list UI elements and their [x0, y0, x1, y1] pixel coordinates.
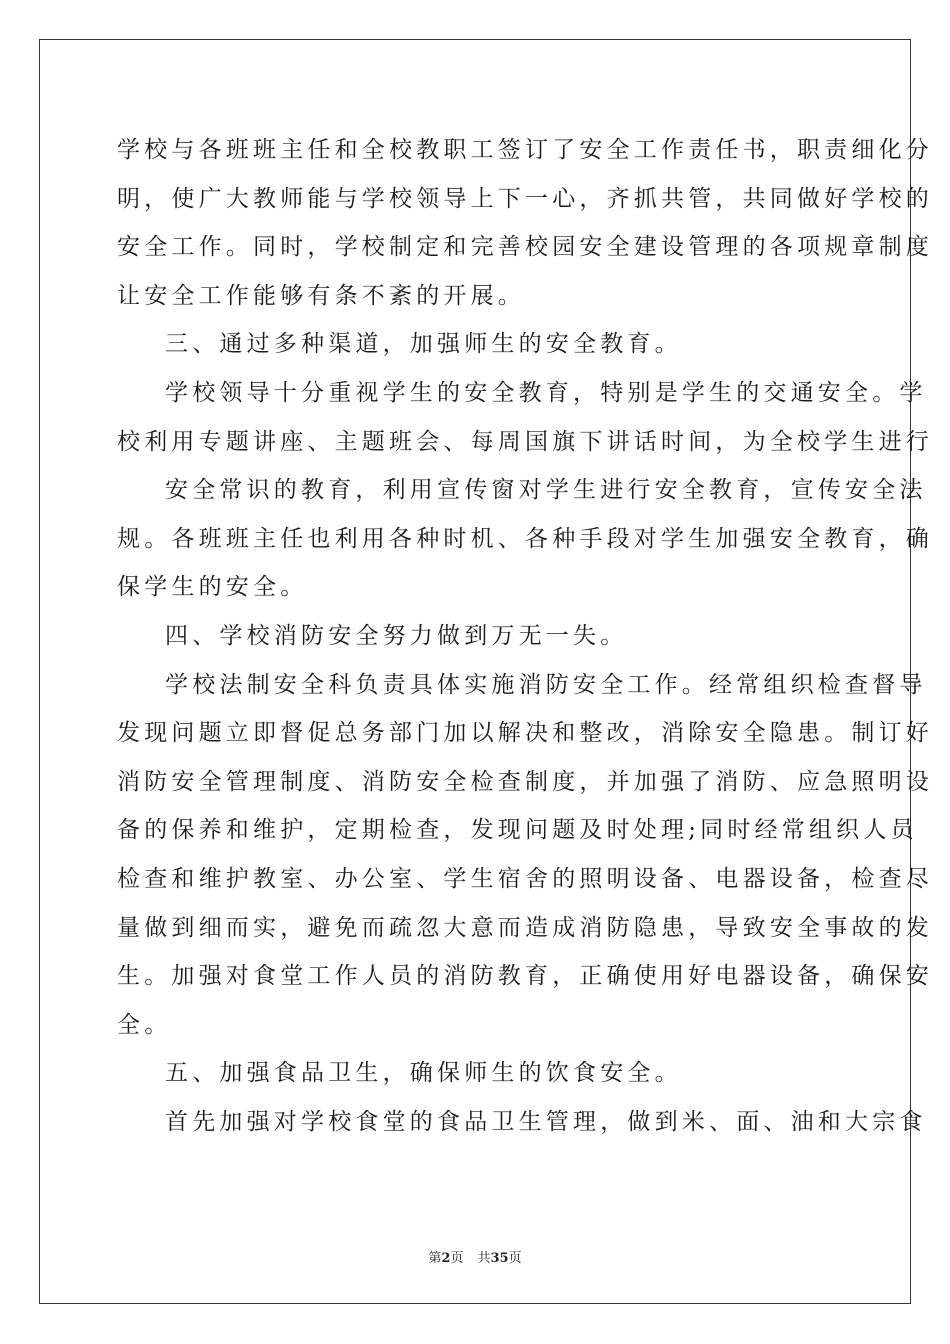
document-body — [117, 126, 933, 1146]
text-line: 全。 — [117, 1011, 172, 1038]
text-line: 学校与各班班主任和全校教职工签订了安全工作责任书，职责细化分 — [117, 137, 933, 163]
text-line: 明，使广大教师能与学校领导上下一心，齐抓共管，共同做好学校的 — [117, 185, 933, 212]
text-line: 三、通过多种渠道，加强师生的安全教育。 — [165, 331, 682, 358]
page-footer — [0, 1247, 950, 1266]
page-suffix: 页 — [450, 1251, 464, 1266]
text-line: 让安全工作能够有条不紊的开展。 — [117, 282, 525, 309]
text-line: 学校领导十分重视学生的安全教育，特别是学生的交通安全。学 — [165, 379, 927, 406]
text-line: 安全工作。同时，学校制定和完善校园安全建设管理的各项规章制度 — [117, 234, 933, 261]
text-line: 量做到细而实，避免而疏忽大意而造成消防隐患，导致安全事故的发 — [117, 914, 933, 941]
text-line: 四、学校消防安全努力做到万无一失。 — [165, 622, 628, 649]
text-line: 生。加强对食堂工作人员的消防教育，正确使用好电器设备，确保安 — [117, 963, 933, 990]
text-line: 规。各班班主任也利用各种时机、各种手段对学生加强安全教育，确 — [117, 525, 933, 552]
text-line: 保学生的安全。 — [117, 574, 308, 601]
text-line: 五、加强食品卫生，确保师生的饮食安全。 — [165, 1060, 682, 1087]
total-prefix: 共 — [477, 1251, 491, 1266]
text-line: 首先加强对学校食堂的食品卫生管理，做到米、面、油和大宗食 — [165, 1108, 927, 1135]
total-suffix: 页 — [508, 1251, 522, 1266]
page-prefix: 第 — [428, 1251, 442, 1266]
total-pages: 35 — [490, 1251, 509, 1266]
page-number: 2 — [441, 1251, 451, 1266]
text-line: 学校法制安全科负责具体实施消防安全工作。经常组织检查督导 — [165, 671, 927, 698]
text-line: 检查和维护教室、办公室、学生宿舍的照明设备、电器设备，检查尽 — [117, 865, 933, 892]
text-line: 校利用专题讲座、主题班会、每周国旗下讲话时间，为全校学生进行 — [117, 428, 933, 455]
text-line: 消防安全管理制度、消防安全检查制度，并加强了消防、应急照明设 — [117, 768, 933, 795]
text-line: 安全常识的教育，利用宣传窗对学生进行安全教育，宣传安全法 — [165, 477, 927, 504]
text-line: 发现问题立即督促总务部门加以解决和整改，消除安全隐患。制订好 — [117, 720, 933, 747]
text-line: 备的保养和维护，定期检查，发现问题及时处理;同时经常组织人员 — [117, 817, 918, 844]
